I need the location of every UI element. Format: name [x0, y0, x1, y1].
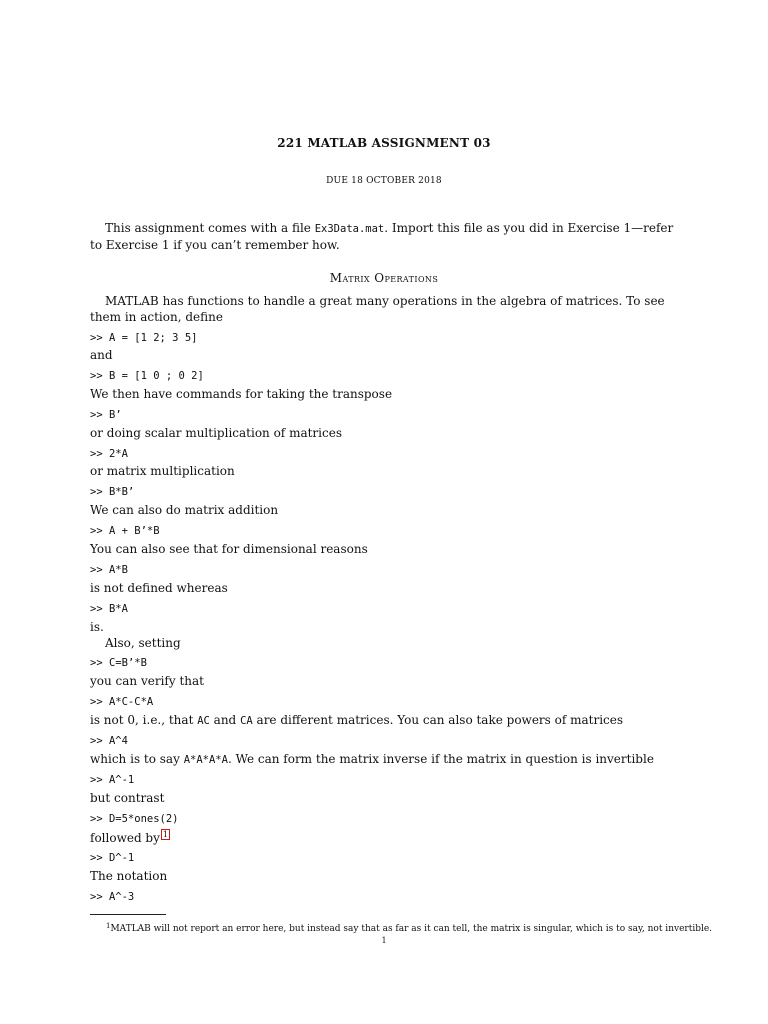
due-date: DUE 18 OCTOBER 2018: [326, 176, 442, 186]
code-line: >> A = [1 2; 3 5]: [90, 332, 198, 344]
code-line: >> A*C-C*A: [90, 696, 154, 708]
text-line: [90, 712, 678, 729]
code-line: >> 2*A: [90, 448, 128, 460]
text-line: you can verify that: [90, 674, 204, 688]
text-segment: is not 0, i.e., that: [90, 713, 198, 727]
code-line: >> A*B: [90, 564, 128, 576]
code-line: >> B*A: [90, 603, 128, 615]
text-line: or doing scalar multiplication of matrices: [90, 426, 342, 440]
inline-code: AC: [197, 715, 210, 727]
code-line: >> A^4: [90, 735, 128, 747]
text-line: and: [90, 348, 113, 362]
text-line: We then have commands for taking the transpose: [90, 387, 393, 401]
text-line: is.: [90, 620, 104, 634]
section-heading: [90, 271, 678, 285]
text-line: or matrix multiplication: [90, 464, 235, 478]
section-intro-paragraph: MATLAB has functions to handle a great many operations in the algebra of matrices. To see them in action, define: [90, 294, 665, 324]
code-line: >> A + B’*B: [90, 525, 160, 537]
intro-paragraph: [90, 220, 678, 253]
text-line: but contrast: [90, 791, 165, 805]
intro-filename: Ex3Data.mat: [314, 223, 385, 235]
code-line: >> A^-3: [90, 891, 135, 903]
footnote-link[interactable]: 1: [162, 830, 168, 839]
text-segment: are different matrices. You can also take powers of matrices: [252, 713, 624, 727]
inline-code: A*A*A*A: [183, 754, 228, 766]
section-heading-text: Matrix Operations: [329, 271, 439, 285]
text-segment: . We can form the matrix inverse if the matrix in question is invertible: [227, 752, 654, 766]
text-line: The notation: [90, 869, 168, 883]
code-line: >> B*B’: [90, 486, 135, 498]
text-line: [90, 829, 678, 846]
document-title: 221 MATLAB ASSIGNMENT 03: [277, 136, 491, 150]
text-segment: and: [209, 713, 241, 727]
text-line: is not defined whereas: [90, 581, 228, 595]
code-line: >> C=B’*B: [90, 657, 147, 669]
footnote-text: MATLAB will not report an error here, but instead say that as far as it can tell, the matrix is singular, which is to say, not invertible.: [110, 924, 713, 934]
text-line: You can also see that for dimensional reasons: [90, 542, 368, 556]
code-line: >> B = [1 0 ; 0 2]: [90, 370, 204, 382]
code-line: >> A^-1: [90, 774, 135, 786]
footnote-mark: 1: [106, 922, 111, 930]
intro-text-before: This assignment comes with a file: [105, 221, 315, 235]
page-number: 1: [381, 936, 387, 945]
text-segment: which is to say: [90, 752, 184, 766]
inline-code: CA: [240, 715, 253, 727]
footnote: [106, 920, 712, 935]
text-line: [90, 751, 678, 768]
text-line: Also, setting: [105, 636, 181, 650]
text-segment: followed by: [90, 831, 160, 845]
intro-text-after: . Import this file as you did in Exercise 1—refer to Exercise 1 if you can’t remember how.: [90, 221, 674, 252]
code-line: >> D=5*ones(2): [90, 813, 179, 825]
code-line: >> B’: [90, 409, 122, 421]
footnote-divider: [90, 914, 166, 915]
code-line: >> D^-1: [90, 852, 135, 864]
text-line: We can also do matrix addition: [90, 503, 279, 517]
document-page: [90, 0, 713, 1024]
